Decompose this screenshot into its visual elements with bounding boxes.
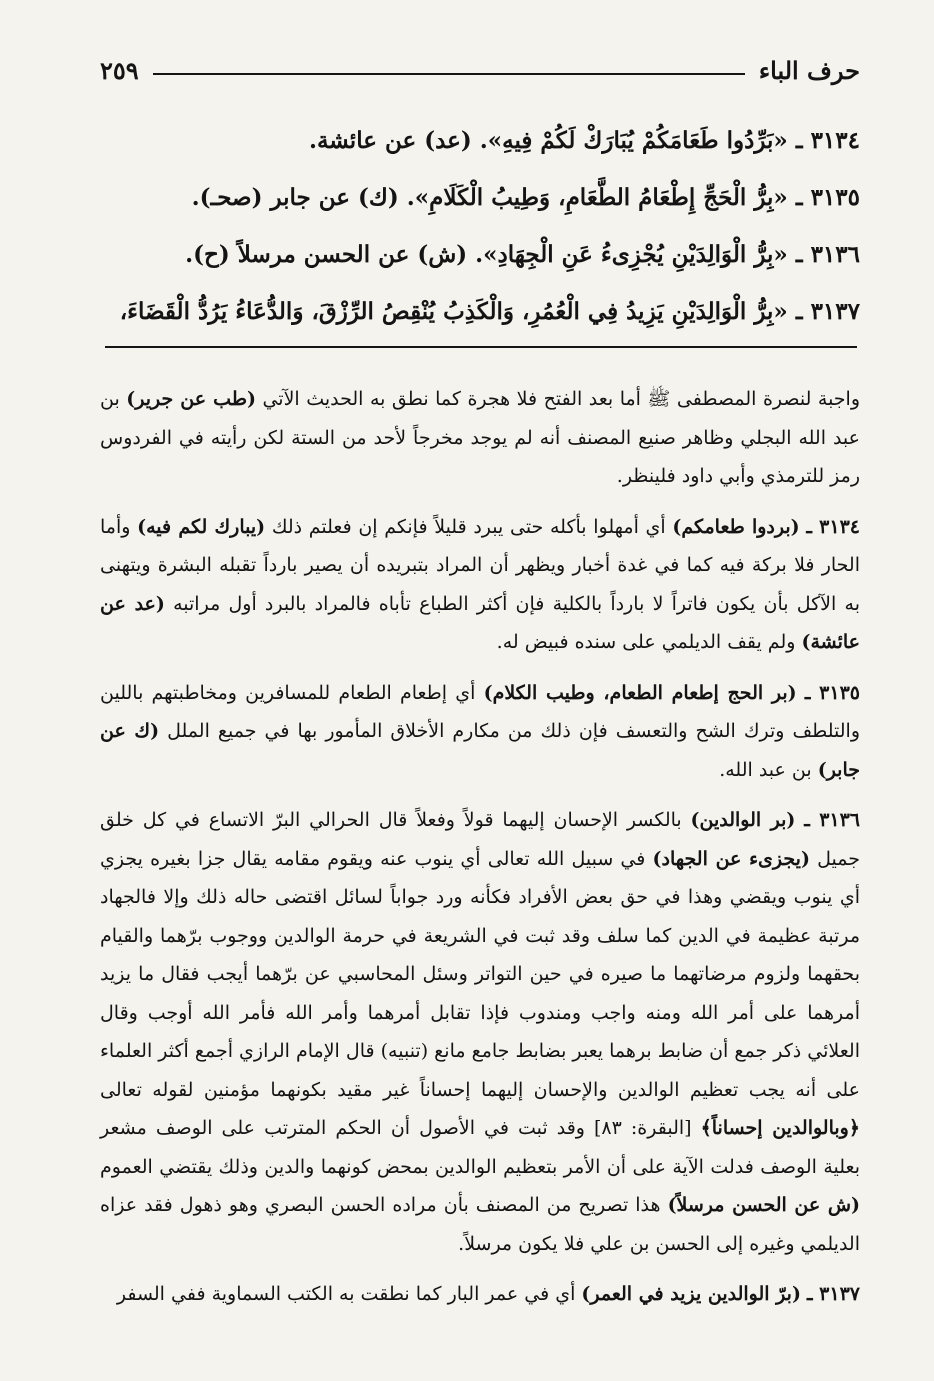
commentary-paragraph: واجبة لنصرة المصطفى ﷺ أما بعد الفتح فلا هجرة كما نطق به الحديث الآتي (طب عن جرير) بن عبد الله البجلي وظاهر صنيع المصنف أنه لم يوجد مخرجاً لأحد من الستة لكن رأيته في الفردوس رمز للترمذي وأبي داود فلينظر. bbox=[100, 388, 860, 487]
hadith-entry: ٣١٣٧ ـ «بِرُّ الْوَالِدَيْنِ يَزِيدُ فِي الْعُمُرِ، وَالْكَذِبُ يُنْقِصُ الرِّزْقَ، وَالدُّعَاءُ يَرُدُّ الْقَضَاءَ، bbox=[119, 298, 860, 325]
hadith-text: «بِرُّ الْحَجِّ إِطْعَامُ الطَّعَامِ، وَطِيبُ الْكَلَامِ». (ك) عن جابر (صحـ). bbox=[191, 184, 788, 211]
hadith-entry: ٣١٣٦ ـ «بِرُّ الْوَالِدَيْنِ يُجْزِىءُ عَنِ الْجِهَادِ». (ش) عن الحسن مرسلاً (ح). bbox=[185, 241, 860, 268]
hadith-text-section bbox=[100, 112, 860, 340]
commentary-number: ٣١٣٥ ـ bbox=[804, 681, 860, 704]
commentary-section bbox=[100, 380, 860, 1326]
section-divider bbox=[105, 346, 857, 348]
hadith-number: ٣١٣٥ bbox=[810, 184, 860, 211]
commentary-paragraph: ٣١٣٥ ـ (بر الحج إطعام الطعام، وطيب الكلام) أي إطعام الطعام للمسافرين ومخاطبتهم باللين والتلطف وترك الشح والتعسف فإن ذلك من مكارم الأخلاق المأمور بها في جميع الملل (ك عن جابر) بن عبد الله. bbox=[100, 681, 860, 781]
hadith-text: «بَرِّدُوا طَعَامَكُمْ يُبَارَكْ لَكُمْ فِيهِ». (عد) عن عائشة. bbox=[308, 127, 788, 154]
commentary-number: ٣١٣٦ ـ bbox=[804, 809, 861, 831]
chapter-title: حرف الباء bbox=[758, 55, 860, 85]
hadith-entry: ٣١٣٤ ـ «بَرِّدُوا طَعَامَكُمْ يُبَارَكْ لَكُمْ فِيهِ». (عد) عن عائشة. bbox=[308, 127, 860, 154]
hadith-text: «بِرُّ الْوَالِدَيْنِ يَزِيدُ فِي الْعُمُرِ، وَالْكَذِبُ يُنْقِصُ الرِّزْقَ، وَالدُّعَاءُ يَرُدُّ الْقَضَاءَ، bbox=[119, 298, 788, 325]
hadith-number: ٣١٣٧ bbox=[810, 298, 860, 325]
page-header bbox=[100, 50, 860, 90]
commentary-paragraph: ٣١٣٤ ـ (بردوا طعامكم) أي أمهلوا بأكله حتى يبرد قليلاً فإنكم إن فعلتم ذلك (يبارك لكم فيه) وأما الحار فلا بركة فيه كما في غدة أخبار ويظهر أن المراد بتبريده أن يصير بارداً تقبله البشرة ويتهنى به الآكل بأن يكون فاتراً لا بارداً بالكلية فإن أكثر الطباع تأباه فالمراد بالبرد أول مراتبه (عد عن عائشة) ولم يقف الديلمي على سنده فبيض له. bbox=[100, 515, 860, 653]
commentary-number: ٣١٣٤ ـ bbox=[806, 515, 860, 538]
commentary-paragraph: ٣١٣٦ ـ (بر الوالدين) بالكسر الإحسان إليهما قولاً وفعلاً قال الحرالي البرّ الاتساع في كل خلق جميل (يجزىء عن الجهاد) في سبيل الله تعالى أي ينوب عنه ويقوم مقامه يقال جزا بغيره يجزي أي ينوب ويقضي وهذا في حق بعض الأفراد فكأنه ورد جواباً لسائل اقتضى حاله ذلك وإلا فالجهاد مرتبة عظيمة في الدين كما سلف وقد ثبت في الشريعة في حرمة الوالدين ووجوب برّهما والقيام بحقهما ولزوم مرضاتهما ما صيره في حين التواتر وسئل المحاسبي عن برّهما أيجب فقال ما يزيد أمرهما على أمر الله ومنه واجب ومندوب فإذا تقابل أمرهما وأمر الله فأمر الله أوجب وقال العلائي ذكر جمع أن ضابط برهما يعبر بضابط جامع مانع (تنبيه) قال الإمام الرازي أجمع أكثر العلماء على أنه يجب تعظيم الوالدين والإحسان إليهما إحساناً غير مقيد بكونهما مؤمنين لقوله تعالى ﴿وبالوالدين إحساناً﴾ [البقرة: ٨٣] وقد ثبت في الأصول أن الحكم المترتب على الوصف مشعر بعلية الوصف فدلت الآية على أن الأمر بتعظيم الوالدين بمحض كونهما والدين وذلك يقتضي العموم (ش عن الحسن مرسلاً) هذا تصريح من المصنف بأن مراده الحسن البصري وهو ذهول فقد عزاه الديلمي وغيره إلى الحسن بن علي فلا يكون مرسلاً. bbox=[100, 809, 861, 1255]
hadith-entry: ٣١٣٥ ـ «بِرُّ الْحَجِّ إِطْعَامُ الطَّعَامِ، وَطِيبُ الْكَلَامِ». (ك) عن جابر (صحـ). bbox=[191, 184, 860, 211]
commentary-paragraph: ٣١٣٧ ـ (برّ الوالدين يزيد في العمر) أي في عمر البار كما نطقت به الكتب السماوية ففي السفر bbox=[116, 1283, 860, 1305]
page-number: ٢٥٩ bbox=[100, 55, 139, 85]
hadith-text: «بِرُّ الْوَالِدَيْنِ يُجْزِىءُ عَنِ الْجِهَادِ». (ش) عن الحسن مرسلاً (ح). bbox=[185, 241, 788, 268]
commentary-number: ٣١٣٧ ـ bbox=[806, 1283, 860, 1305]
hadith-number: ٣١٣٦ bbox=[810, 241, 860, 268]
hadith-number: ٣١٣٤ bbox=[810, 127, 860, 154]
header-rule bbox=[153, 73, 745, 75]
